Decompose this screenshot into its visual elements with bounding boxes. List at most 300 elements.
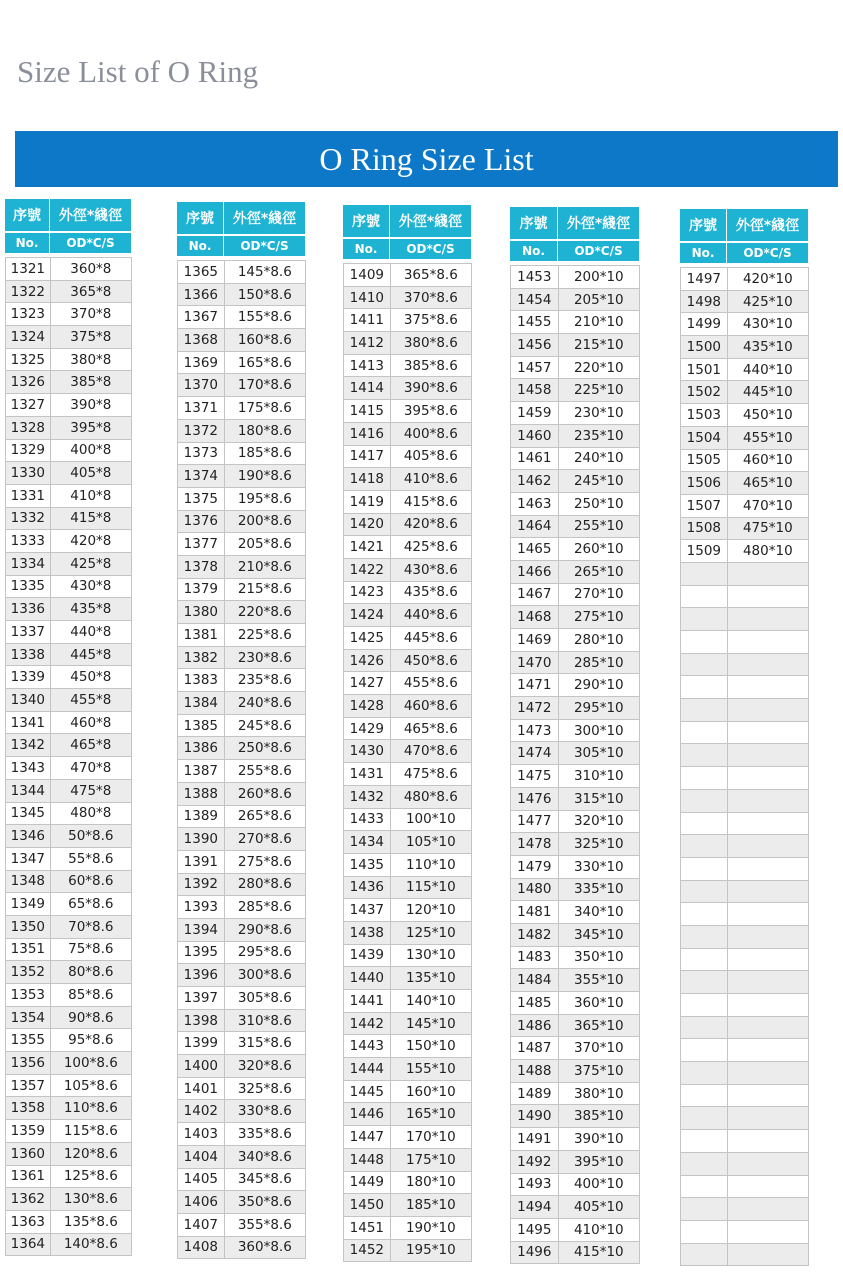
cell-size: 225*10: [559, 379, 640, 402]
cell-size: 400*10: [559, 1174, 640, 1197]
cell-number: 1354: [6, 1007, 51, 1030]
cell-size: 475*10: [728, 518, 809, 541]
cell-size: 435*8: [51, 598, 132, 621]
cell-size: 375*8: [51, 326, 132, 349]
table-row: [6, 394, 132, 417]
list-banner: [15, 131, 838, 187]
cell-number: 1466: [511, 561, 559, 584]
cell-number: 1341: [6, 712, 51, 735]
cell-number: 1423: [344, 582, 391, 605]
table-header-en: [177, 234, 306, 256]
cell-size: 395*8: [51, 417, 132, 440]
cell-number: [681, 631, 728, 654]
table-row: [6, 734, 132, 757]
table-row: [344, 945, 472, 968]
table-row: [344, 627, 472, 650]
table-row: [681, 654, 809, 677]
table-row: [6, 349, 132, 372]
table-row: [344, 377, 472, 400]
cell-number: 1483: [511, 947, 559, 970]
cell-size: 60*8.6: [51, 871, 132, 894]
table-row: [344, 672, 472, 695]
cell-size: 345*10: [559, 924, 640, 947]
table-row: [681, 903, 809, 926]
table-row: [6, 576, 132, 599]
cell-size: 380*10: [559, 1083, 640, 1106]
cell-number: 1375: [178, 488, 225, 511]
table-row: [344, 763, 472, 786]
table-row: [511, 402, 640, 425]
cell-size: 155*8.6: [225, 306, 306, 329]
table-row: [178, 1191, 306, 1214]
table-row: [681, 1017, 809, 1040]
cell-size: [728, 1017, 809, 1040]
cell-number: 1433: [344, 809, 391, 832]
table-row: [344, 854, 472, 877]
cell-number: 1398: [178, 1010, 225, 1033]
table-row: [344, 604, 472, 627]
cell-size: [728, 971, 809, 994]
table-row: [511, 674, 640, 697]
table-row: [178, 942, 306, 965]
size-table-5: [680, 209, 809, 1266]
table-row: [344, 718, 472, 741]
header-no-zh: 序號: [680, 209, 727, 241]
cell-size: 250*10: [559, 493, 640, 516]
cell-size: 445*8.6: [391, 627, 472, 650]
cell-size: 265*8.6: [225, 806, 306, 829]
table-row: [681, 1221, 809, 1244]
cell-size: 475*8.6: [391, 763, 472, 786]
cell-size: [728, 1221, 809, 1244]
cell-number: [681, 971, 728, 994]
cell-number: 1410: [344, 287, 391, 310]
cell-number: 1405: [178, 1169, 225, 1192]
header-no-en: No.: [680, 243, 727, 263]
cell-size: 315*8.6: [225, 1032, 306, 1055]
table-row: [681, 881, 809, 904]
table-row: [6, 1166, 132, 1189]
table-row: [681, 835, 809, 858]
table-row: [511, 1060, 640, 1083]
cell-number: 1441: [344, 990, 391, 1013]
table-row: [681, 313, 809, 336]
table-row: [681, 540, 809, 563]
table-row: [681, 767, 809, 790]
cell-number: 1455: [511, 311, 559, 334]
cell-number: 1346: [6, 825, 51, 848]
table-row: [6, 780, 132, 803]
table-row: [681, 563, 809, 586]
cell-number: [681, 1221, 728, 1244]
table-row: [681, 1244, 809, 1267]
table-row: [344, 990, 472, 1013]
cell-number: 1442: [344, 1013, 391, 1036]
cell-size: 405*8: [51, 462, 132, 485]
cell-number: 1448: [344, 1149, 391, 1172]
table-row: [511, 833, 640, 856]
table-row: [178, 647, 306, 670]
cell-size: 465*10: [728, 472, 809, 495]
cell-number: 1504: [681, 427, 728, 450]
cell-number: 1482: [511, 924, 559, 947]
cell-number: [681, 744, 728, 767]
table-row: [6, 440, 132, 463]
table-row: [6, 689, 132, 712]
table-row: [681, 722, 809, 745]
cell-number: 1498: [681, 291, 728, 314]
table-row: [681, 268, 809, 291]
table-row: [344, 1172, 472, 1195]
size-table-4: [510, 207, 640, 1264]
cell-number: [681, 699, 728, 722]
cell-number: 1501: [681, 359, 728, 382]
cell-number: 1368: [178, 329, 225, 352]
table-row: [178, 874, 306, 897]
cell-number: 1414: [344, 377, 391, 400]
table-row: [344, 1149, 472, 1172]
table-row: [6, 1029, 132, 1052]
table-row: [6, 871, 132, 894]
table-row: [681, 790, 809, 813]
table-row: [178, 306, 306, 329]
header-size-zh: 外徑*綫徑: [224, 202, 306, 234]
cell-size: 370*8: [51, 303, 132, 326]
cell-number: 1454: [511, 289, 559, 312]
cell-number: 1416: [344, 423, 391, 446]
table-row: [511, 448, 640, 471]
table-row: [511, 334, 640, 357]
cell-size: 265*10: [559, 561, 640, 584]
cell-size: 165*8.6: [225, 352, 306, 375]
cell-number: 1491: [511, 1128, 559, 1151]
cell-size: [728, 835, 809, 858]
table-row: [6, 916, 132, 939]
header-no-zh: 序號: [510, 207, 558, 239]
cell-size: 230*8.6: [225, 647, 306, 670]
cell-size: [728, 631, 809, 654]
cell-size: 395*10: [559, 1151, 640, 1174]
cell-size: 365*8.6: [391, 264, 472, 287]
cell-number: 1348: [6, 871, 51, 894]
table-header-zh: [343, 205, 472, 237]
cell-size: 460*10: [728, 450, 809, 473]
cell-number: 1361: [6, 1166, 51, 1189]
cell-number: 1409: [344, 264, 391, 287]
cell-size: [728, 699, 809, 722]
table-row: [681, 631, 809, 654]
table-row: [511, 856, 640, 879]
table-row: [511, 1151, 640, 1174]
cell-number: 1380: [178, 601, 225, 624]
cell-number: 1349: [6, 893, 51, 916]
cell-number: 1435: [344, 854, 391, 877]
header-size-en: OD*C/S: [727, 243, 809, 263]
cell-number: 1436: [344, 877, 391, 900]
cell-number: [681, 858, 728, 881]
table-row: [178, 851, 306, 874]
cell-number: 1355: [6, 1029, 51, 1052]
cell-size: 350*8.6: [225, 1191, 306, 1214]
table-row: [344, 1217, 472, 1240]
cell-size: 360*8: [51, 258, 132, 281]
table-header-en: [680, 241, 809, 263]
table-row: [6, 621, 132, 644]
cell-number: 1395: [178, 942, 225, 965]
cell-number: [681, 903, 728, 926]
cell-size: [728, 994, 809, 1017]
table-row: [178, 533, 306, 556]
cell-size: 445*10: [728, 381, 809, 404]
cell-number: 1384: [178, 692, 225, 715]
cell-number: 1422: [344, 559, 391, 582]
cell-number: [681, 881, 728, 904]
cell-number: 1506: [681, 472, 728, 495]
cell-size: 365*10: [559, 1015, 640, 1038]
table-row: [511, 947, 640, 970]
cell-size: 300*8.6: [225, 964, 306, 987]
cell-size: 115*10: [391, 877, 472, 900]
cell-size: 340*8.6: [225, 1146, 306, 1169]
cell-size: 430*10: [728, 313, 809, 336]
header-no-en: No.: [5, 233, 50, 253]
cell-number: 1412: [344, 332, 391, 355]
cell-number: 1444: [344, 1058, 391, 1081]
table-row: [178, 806, 306, 829]
cell-size: 325*10: [559, 833, 640, 856]
header-size-zh: 外徑*綫徑: [50, 199, 132, 231]
cell-number: 1467: [511, 584, 559, 607]
table-row: [344, 332, 472, 355]
cell-number: 1489: [511, 1083, 559, 1106]
cell-number: 1397: [178, 987, 225, 1010]
cell-size: 220*10: [559, 357, 640, 380]
cell-size: 290*8.6: [225, 919, 306, 942]
table-row: [178, 443, 306, 466]
cell-size: 475*8: [51, 780, 132, 803]
cell-number: 1431: [344, 763, 391, 786]
cell-number: 1486: [511, 1015, 559, 1038]
cell-size: 165*10: [391, 1103, 472, 1126]
table-row: [511, 720, 640, 743]
cell-size: 145*8.6: [225, 261, 306, 284]
cell-size: 390*10: [559, 1128, 640, 1151]
size-table-1: [5, 199, 132, 1256]
cell-size: 440*8: [51, 621, 132, 644]
cell-size: 270*10: [559, 584, 640, 607]
table-row: [511, 765, 640, 788]
table-row: [178, 465, 306, 488]
cell-size: 200*10: [559, 266, 640, 289]
table-row: [178, 420, 306, 443]
table-row: [6, 984, 132, 1007]
table-row: [344, 1081, 472, 1104]
cell-size: 470*8.6: [391, 740, 472, 763]
table-row: [178, 964, 306, 987]
cell-number: 1496: [511, 1242, 559, 1265]
table-row: [6, 303, 132, 326]
cell-number: 1337: [6, 621, 51, 644]
cell-size: 405*8.6: [391, 446, 472, 469]
cell-size: 400*8: [51, 440, 132, 463]
cell-number: [681, 654, 728, 677]
cell-number: 1437: [344, 899, 391, 922]
table-row: [178, 511, 306, 534]
cell-size: 415*8: [51, 508, 132, 531]
table-header-zh: [177, 202, 306, 234]
table-row: [344, 1194, 472, 1217]
table-row: [178, 987, 306, 1010]
cell-size: 210*10: [559, 311, 640, 334]
table-row: [681, 971, 809, 994]
cell-size: 90*8.6: [51, 1007, 132, 1030]
cell-number: 1456: [511, 334, 559, 357]
cell-number: 1459: [511, 402, 559, 425]
cell-size: 275*10: [559, 606, 640, 629]
cell-size: 480*10: [728, 540, 809, 563]
cell-size: 335*10: [559, 879, 640, 902]
table-row: [344, 1240, 472, 1263]
table-row: [6, 803, 132, 826]
table-row: [6, 848, 132, 871]
cell-size: 135*10: [391, 967, 472, 990]
size-table-2: [177, 202, 306, 1259]
table-row: [178, 1123, 306, 1146]
cell-size: 190*8.6: [225, 465, 306, 488]
cell-number: 1432: [344, 786, 391, 809]
cell-number: 1334: [6, 553, 51, 576]
table-row: [178, 329, 306, 352]
table-row: [344, 899, 472, 922]
table-row: [344, 1013, 472, 1036]
cell-size: 305*10: [559, 742, 640, 765]
cell-number: 1376: [178, 511, 225, 534]
cell-number: 1507: [681, 495, 728, 518]
cell-number: 1429: [344, 718, 391, 741]
table-row: [6, 326, 132, 349]
cell-size: 370*10: [559, 1037, 640, 1060]
cell-number: 1323: [6, 303, 51, 326]
cell-number: 1389: [178, 806, 225, 829]
table-row: [681, 858, 809, 881]
table-row: [681, 291, 809, 314]
header-size-zh: 外徑*綫徑: [727, 209, 809, 241]
cell-size: 140*10: [391, 990, 472, 1013]
cell-number: 1473: [511, 720, 559, 743]
table-row: [511, 788, 640, 811]
cell-size: [728, 881, 809, 904]
cell-number: 1463: [511, 493, 559, 516]
cell-size: 245*8.6: [225, 715, 306, 738]
header-size-zh: 外徑*綫徑: [390, 205, 472, 237]
table-row: [681, 744, 809, 767]
table-row: [6, 1075, 132, 1098]
cell-size: 205*10: [559, 289, 640, 312]
table-row: [178, 737, 306, 760]
cell-number: 1484: [511, 969, 559, 992]
table-row: [178, 1146, 306, 1169]
cell-number: 1329: [6, 440, 51, 463]
cell-number: 1430: [344, 740, 391, 763]
table-row: [511, 879, 640, 902]
cell-number: 1470: [511, 652, 559, 675]
cell-number: [681, 767, 728, 790]
cell-number: 1446: [344, 1103, 391, 1126]
cell-number: 1443: [344, 1035, 391, 1058]
cell-number: [681, 1107, 728, 1130]
cell-number: 1477: [511, 811, 559, 834]
cell-size: 380*8.6: [391, 332, 472, 355]
cell-number: 1457: [511, 357, 559, 380]
cell-number: 1393: [178, 896, 225, 919]
table-row: [344, 1103, 472, 1126]
table-row: [511, 561, 640, 584]
cell-size: 445*8: [51, 644, 132, 667]
size-table-3: [343, 205, 472, 1262]
cell-size: 365*8: [51, 281, 132, 304]
table-row: [511, 992, 640, 1015]
cell-size: 480*8.6: [391, 786, 472, 809]
cell-size: 185*8.6: [225, 443, 306, 466]
cell-size: 75*8.6: [51, 939, 132, 962]
cell-number: 1499: [681, 313, 728, 336]
table-row: [6, 508, 132, 531]
cell-size: 195*8.6: [225, 488, 306, 511]
cell-number: 1345: [6, 803, 51, 826]
table-row: [178, 692, 306, 715]
cell-number: 1331: [6, 485, 51, 508]
cell-size: 190*10: [391, 1217, 472, 1240]
table-row: [511, 1128, 640, 1151]
cell-size: [728, 1176, 809, 1199]
cell-number: 1340: [6, 689, 51, 712]
table-row: [178, 715, 306, 738]
table-header-zh: [680, 209, 809, 241]
cell-number: 1488: [511, 1060, 559, 1083]
cell-number: 1357: [6, 1075, 51, 1098]
cell-size: 155*10: [391, 1058, 472, 1081]
table-row: [344, 514, 472, 537]
cell-size: 430*8.6: [391, 559, 472, 582]
table-row: [6, 462, 132, 485]
cell-size: 70*8.6: [51, 916, 132, 939]
header-size-en: OD*C/S: [390, 239, 472, 259]
cell-size: 95*8.6: [51, 1029, 132, 1052]
cell-number: 1438: [344, 922, 391, 945]
cell-size: 415*10: [559, 1242, 640, 1265]
cell-number: 1335: [6, 576, 51, 599]
cell-size: 480*8: [51, 803, 132, 826]
table-row: [344, 740, 472, 763]
table-row: [6, 371, 132, 394]
cell-size: 390*8: [51, 394, 132, 417]
table-row: [344, 831, 472, 854]
table-row: [178, 669, 306, 692]
cell-size: 395*8.6: [391, 400, 472, 423]
cell-size: [728, 767, 809, 790]
table-row: [511, 493, 640, 516]
cell-number: 1478: [511, 833, 559, 856]
cell-size: 270*8.6: [225, 828, 306, 851]
cell-size: 100*8.6: [51, 1052, 132, 1075]
cell-number: [681, 1176, 728, 1199]
table-row: [6, 1211, 132, 1234]
cell-size: 420*8.6: [391, 514, 472, 537]
table-row: [6, 712, 132, 735]
cell-size: [728, 1107, 809, 1130]
table-row: [344, 491, 472, 514]
table-row: [511, 969, 640, 992]
